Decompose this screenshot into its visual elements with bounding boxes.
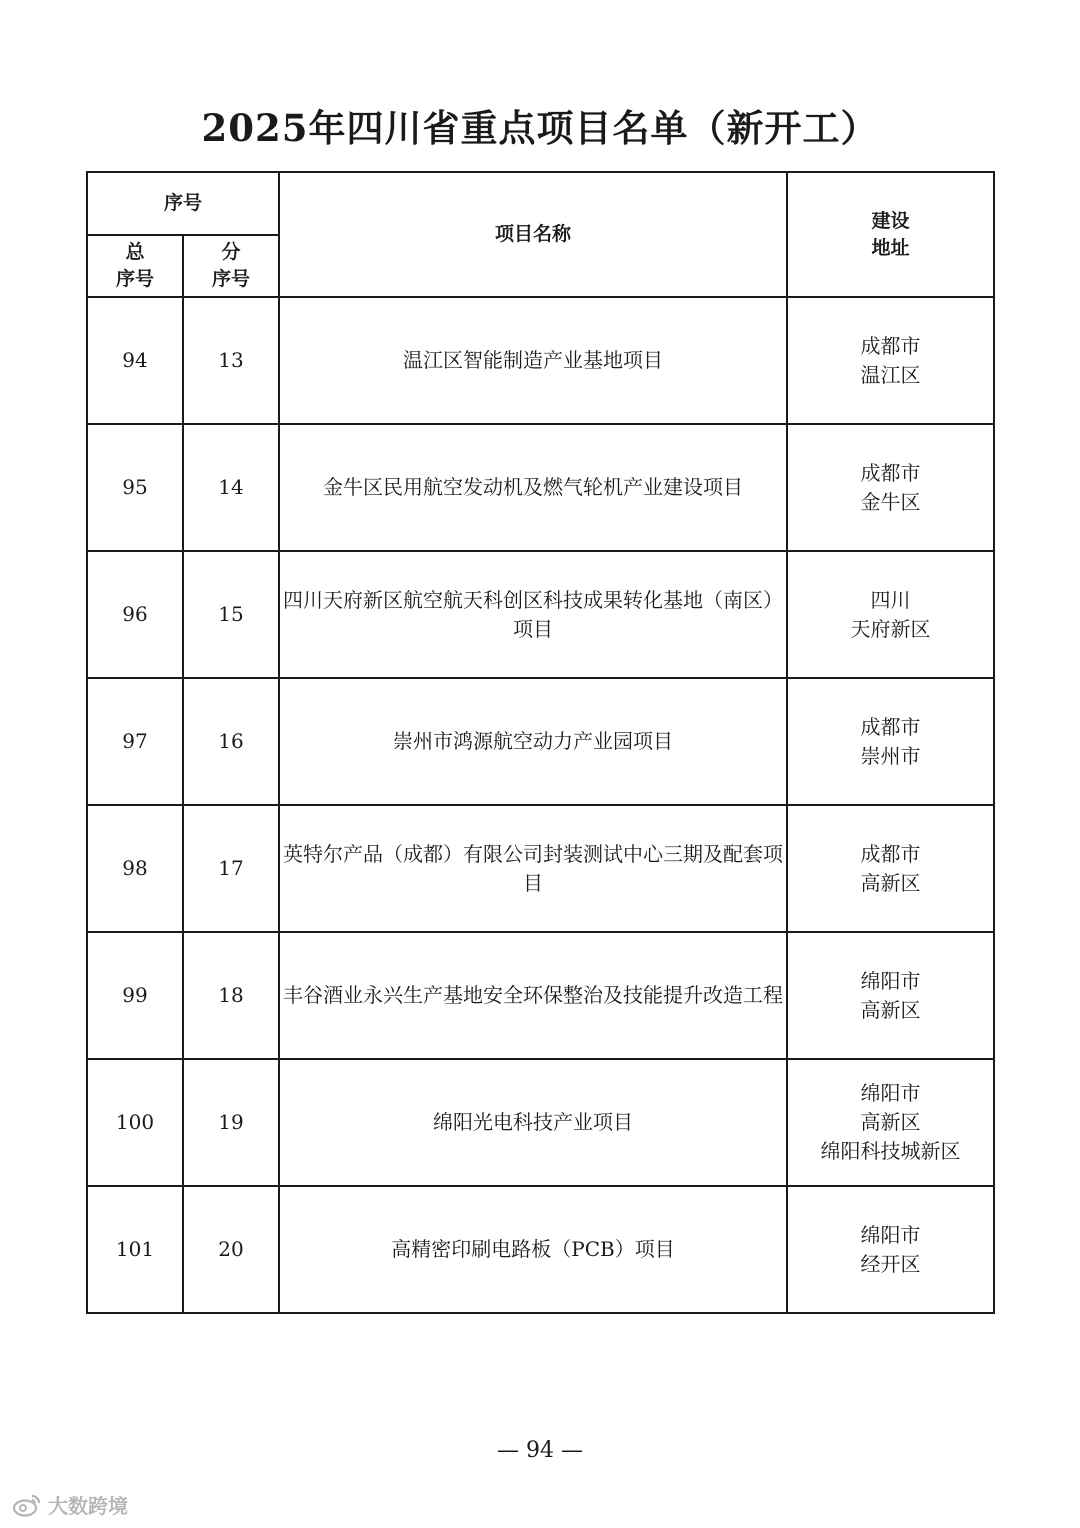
total-serial-cell: 94 <box>87 297 183 424</box>
address-cell: 成都市 崇州市 <box>787 678 994 805</box>
address-cell: 绵阳市 高新区 绵阳科技城新区 <box>787 1059 994 1186</box>
header-address: 建设 地址 <box>787 172 994 297</box>
total-serial-cell: 97 <box>87 678 183 805</box>
project-name-cell: 四川天府新区航空航天科创区科技成果转化基地（南区）项目 <box>279 551 787 678</box>
total-serial-cell: 101 <box>87 1186 183 1313</box>
sub-serial-cell: 19 <box>183 1059 279 1186</box>
table-row <box>87 551 994 678</box>
table-row <box>87 805 994 932</box>
sub-serial-cell: 16 <box>183 678 279 805</box>
address-cell: 绵阳市 高新区 <box>787 932 994 1059</box>
project-table <box>86 171 995 1314</box>
project-name-cell: 绵阳光电科技产业项目 <box>279 1059 787 1186</box>
project-name-cell: 温江区智能制造产业基地项目 <box>279 297 787 424</box>
address-cell: 成都市 温江区 <box>787 297 994 424</box>
sub-serial-cell: 18 <box>183 932 279 1059</box>
project-name-cell: 崇州市鸿源航空动力产业园项目 <box>279 678 787 805</box>
sub-serial-cell: 15 <box>183 551 279 678</box>
sub-serial-cell: 20 <box>183 1186 279 1313</box>
project-name-cell: 高精密印刷电路板（PCB）项目 <box>279 1186 787 1313</box>
table-row <box>87 678 994 805</box>
weibo-logo-icon <box>12 1493 42 1517</box>
table-row <box>87 1059 994 1186</box>
header-total-serial: 总 序号 <box>87 235 183 297</box>
table-row <box>87 932 994 1059</box>
total-serial-cell: 95 <box>87 424 183 551</box>
sub-serial-cell: 17 <box>183 805 279 932</box>
project-name-cell: 丰谷酒业永兴生产基地安全环保整治及技能提升改造工程 <box>279 932 787 1059</box>
project-name-cell: 金牛区民用航空发动机及燃气轮机产业建设项目 <box>279 424 787 551</box>
page-number: — 94 — <box>497 1438 583 1463</box>
address-cell: 绵阳市 经开区 <box>787 1186 994 1313</box>
watermark-text: 大数跨境 <box>48 1494 128 1518</box>
table-row <box>87 1186 994 1313</box>
total-serial-cell: 99 <box>87 932 183 1059</box>
sub-serial-cell: 13 <box>183 297 279 424</box>
address-cell: 成都市 高新区 <box>787 805 994 932</box>
header-serial: 序号 <box>87 172 279 235</box>
address-cell: 四川 天府新区 <box>787 551 994 678</box>
table-row <box>87 424 994 551</box>
header-project-name: 项目名称 <box>279 172 787 297</box>
table-row <box>87 297 994 424</box>
sub-serial-cell: 14 <box>183 424 279 551</box>
page-title: 2025年四川省重点项目名单（新开工） <box>201 106 879 150</box>
total-serial-cell: 96 <box>87 551 183 678</box>
watermark <box>12 1490 128 1519</box>
header-sub-serial: 分 序号 <box>183 235 279 297</box>
address-cell: 成都市 金牛区 <box>787 424 994 551</box>
total-serial-cell: 100 <box>87 1059 183 1186</box>
total-serial-cell: 98 <box>87 805 183 932</box>
project-name-cell: 英特尔产品（成都）有限公司封装测试中心三期及配套项目 <box>279 805 787 932</box>
